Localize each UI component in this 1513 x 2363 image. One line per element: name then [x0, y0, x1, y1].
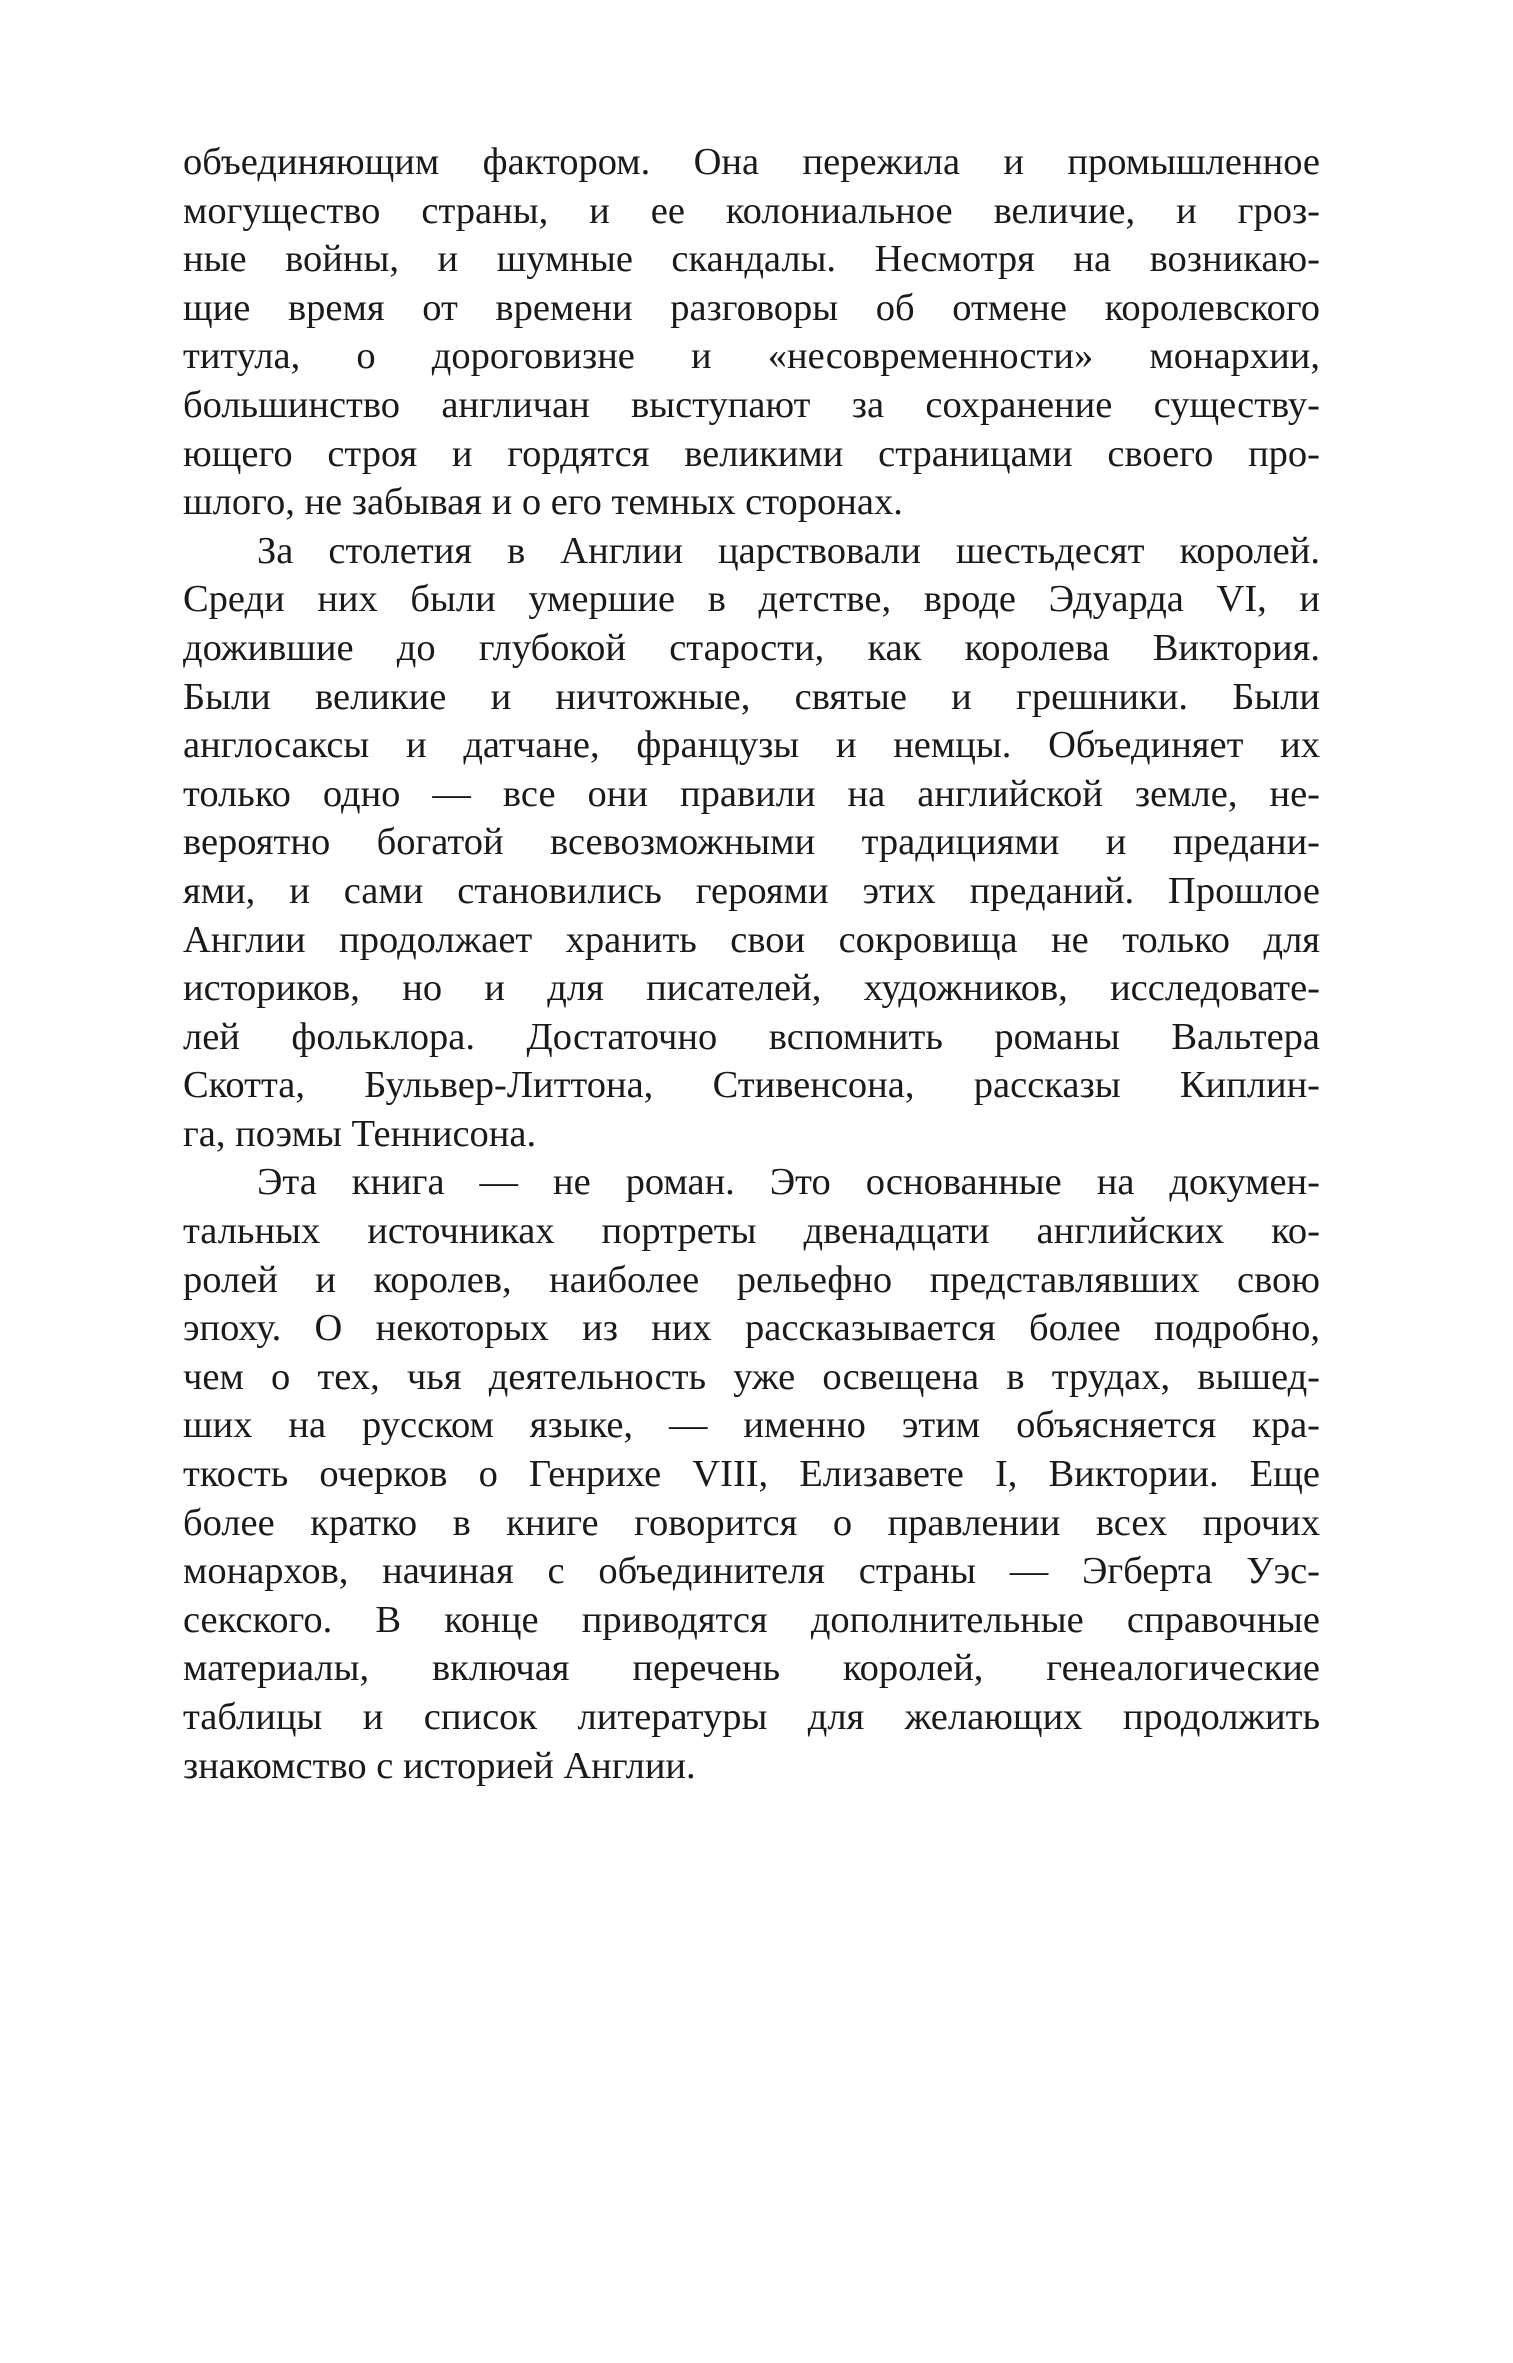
- text-line: Среди них были умершие в детстве, вроде Эдуарда VI, и: [183, 578, 1320, 621]
- text-line: ролей и королев, наиболее рельефно представлявших свою: [183, 1258, 1320, 1301]
- text-line: Англии продолжает хранить свои сокровища не только для: [183, 918, 1320, 961]
- text-line: объединяющим фактором. Она пережила и промышленное: [183, 141, 1320, 183]
- text-line: Эта книга — не роман. Это основанные на докумен-: [257, 1161, 1320, 1204]
- text-line: материалы, включая перечень королей, генеалогические: [183, 1647, 1320, 1690]
- text-line: лей фольклора. Достаточно вспомнить романы Вальтера: [183, 1015, 1320, 1058]
- text-line: титула, о дороговизне и «несовременности» монархии,: [183, 335, 1320, 378]
- text-line: историков, но и для писателей, художников, исследовате-: [183, 967, 1320, 1010]
- text-line: ткость очерков о Генрихе VIII, Елизавете I, Виктории. Еще: [183, 1453, 1320, 1496]
- text-line: щие время от времени разговоры об отмене королевского: [183, 286, 1320, 329]
- text-line: монархов, начиная с объединителя страны — Эгберта Уэс-: [183, 1550, 1320, 1593]
- text-line: только одно — все они правили на английской земле, не-: [183, 772, 1320, 815]
- paragraph: [183, 1158, 1320, 1790]
- text-line: За столетия в Англии царствовали шестьдесят королей.: [257, 529, 1320, 572]
- text-line: ями, и сами становились героями этих преданий. Прошлое: [183, 869, 1320, 912]
- text-line: таблицы и список литературы для желающих продолжить: [183, 1696, 1320, 1738]
- paragraph: [183, 138, 1320, 527]
- text-line: Были великие и ничтожные, святые и грешники. Были: [183, 675, 1320, 718]
- body-text: [183, 138, 1320, 1790]
- text-line: чем о тех, чья деятельность уже освещена в трудах, вышед-: [183, 1355, 1320, 1398]
- text-line: дожившие до глубокой старости, как королева Виктория.: [183, 626, 1320, 669]
- text-line: га, поэмы Теннисона.: [183, 1112, 537, 1155]
- text-line: большинство англичан выступают за сохранение существу-: [183, 383, 1320, 426]
- text-line: Скотта, Бульвер-Литтона, Стивенсона, рассказы Киплин-: [183, 1064, 1320, 1107]
- text-line: могущество страны, и ее колониальное величие, и гроз-: [183, 189, 1320, 232]
- text-line: более кратко в книге говорится о правлении всех прочих: [183, 1501, 1320, 1544]
- text-line: знакомство с историей Англии.: [183, 1744, 696, 1787]
- text-line: ших на русском языке, — именно этим объясняется кра-: [183, 1404, 1320, 1447]
- text-line: ные войны, и шумные скандалы. Несмотря на возникаю-: [183, 238, 1320, 281]
- text-line: ющего строя и гордятся великими страницами своего про-: [183, 432, 1320, 475]
- text-line: эпоху. О некоторых из них рассказывается более подробно,: [183, 1307, 1320, 1350]
- text-line: секского. В конце приводятся дополнительные справочные: [183, 1598, 1320, 1641]
- text-line: шлого, не забывая и о его темных сторонах.: [183, 481, 903, 524]
- text-line: тальных источниках портреты двенадцати английских ко-: [183, 1210, 1320, 1253]
- text-line: вероятно богатой всевозможными традициями и предани-: [183, 821, 1320, 864]
- text-line: англосаксы и датчане, французы и немцы. Объединяет их: [183, 724, 1320, 767]
- paragraph: [183, 527, 1320, 1159]
